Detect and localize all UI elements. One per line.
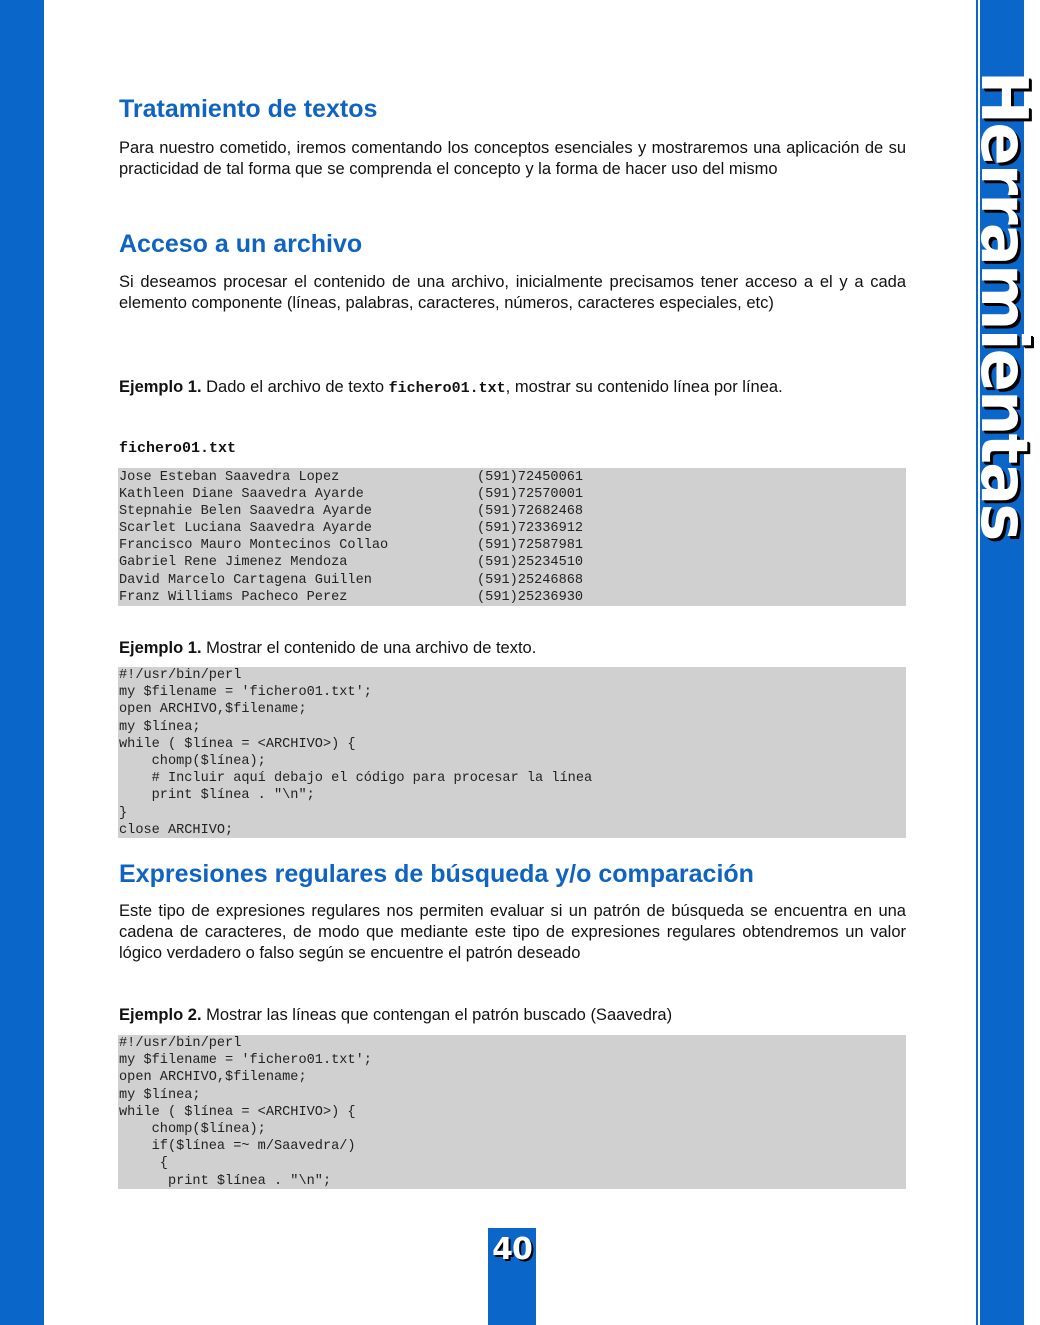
- file-row-name: Kathleen Diane Saavedra Ayarde: [119, 487, 364, 503]
- code-line: chomp($línea);: [119, 753, 266, 769]
- code-line: chomp($línea);: [119, 1121, 266, 1137]
- example-2-text: Mostrar las líneas que contengan el patrón buscado (Saavedra): [201, 1006, 673, 1024]
- example-1a-text-before: Dado el archivo de texto: [201, 378, 389, 396]
- example-1b-text: Mostrar el contenido de una archivo de texto.: [201, 639, 537, 657]
- code-block-2: [118, 1035, 906, 1189]
- code-line: print $línea . "\n";: [119, 788, 315, 804]
- file-row-phone: (591)25234510: [477, 555, 584, 571]
- code-line: close ARCHIVO;: [119, 822, 234, 838]
- file-row-phone: (591)72587981: [477, 538, 584, 554]
- file-row-phone: (591)72570001: [477, 487, 584, 503]
- code-block-1: [118, 667, 906, 838]
- example-1a-text-after: , mostrar su contenido línea por línea.: [505, 378, 783, 396]
- example-1a-filename: fichero01.txt: [388, 380, 506, 397]
- paragraph-acceso: Si deseamos procesar el contenido de una archivo, inicialmente precisamos tener acceso a el y a cada elemento componente (líneas, palabras, caracteres, números, caracteres especiales, etc): [119, 273, 906, 312]
- file-row-name: Jose Esteban Saavedra Lopez: [119, 470, 340, 485]
- code-line: my $filename = 'fichero01.txt';: [119, 685, 372, 701]
- heading-acceso: Acceso a un archivo: [119, 230, 363, 258]
- file-row: [118, 469, 906, 486]
- example-2-label: Ejemplo 2.: [119, 1006, 202, 1024]
- example-1a-label: Ejemplo 1.: [119, 378, 202, 396]
- page-number: 40: [492, 1232, 532, 1267]
- file-row-name: Francisco Mauro Montecinos Collao: [119, 538, 389, 554]
- example-1a: [119, 377, 906, 399]
- file-row-name: Scarlet Luciana Saavedra Ayarde: [119, 521, 372, 537]
- code-line: open ARCHIVO,$filename;: [119, 702, 307, 718]
- example-2: [119, 1005, 906, 1026]
- left-border-bar: [0, 0, 44, 1325]
- heading-expresiones: Expresiones regulares de búsqueda y/o comparación: [119, 860, 754, 888]
- file-row-phone: (591)25236930: [477, 589, 584, 605]
- example-1b: [119, 638, 906, 659]
- file-row-name: Gabriel Rene Jimenez Mendoza: [119, 555, 348, 571]
- file-contents-box: [118, 468, 906, 606]
- example-1b-label: Ejemplo 1.: [119, 639, 202, 657]
- file-row-phone: (591)72336912: [477, 521, 584, 537]
- file-row-phone: (591)72450061: [477, 470, 584, 485]
- file-row-name: Franz Williams Pacheco Perez: [119, 589, 348, 605]
- file-label: fichero01.txt: [119, 440, 237, 457]
- code-line: my $filename = 'fichero01.txt';: [119, 1053, 372, 1069]
- file-row-phone: (591)25246868: [477, 572, 584, 588]
- heading-tratamiento: Tratamiento de textos: [119, 95, 378, 123]
- code-line: # Incluir aquí debajo el código para procesar la línea: [119, 771, 593, 787]
- code-line: }: [119, 805, 128, 821]
- code-line: #!/usr/bin/perl: [119, 668, 242, 683]
- file-row: [118, 537, 906, 554]
- paragraph-expresiones: Este tipo de expresiones regulares nos permiten evaluar si un patrón de búsqueda se encuentra en una cadena de caracteres, de modo que mediante este tipo de expresiones regulares obtendremos un valor lógico verdadero o falso según se encuentre el patrón deseado: [119, 902, 906, 962]
- file-row: [118, 554, 906, 571]
- file-row: [118, 572, 906, 589]
- file-row-phone: (591)72682468: [477, 504, 584, 520]
- code-line: {: [119, 1156, 168, 1172]
- file-row-name: David Marcelo Cartagena Guillen: [119, 572, 372, 588]
- code-line: print $línea . "\n";: [119, 1173, 332, 1189]
- file-row-name: Stepnahie Belen Saavedra Ayarde: [119, 504, 372, 520]
- file-row: [118, 486, 906, 503]
- file-row: [118, 589, 906, 606]
- code-line: my $línea;: [119, 1087, 201, 1103]
- code-line: if($línea =~ m/Saavedra/): [119, 1139, 356, 1155]
- code-line: while ( $línea = <ARCHIVO>) {: [119, 1104, 356, 1120]
- file-row: [118, 520, 906, 537]
- side-section-title: Herramientas: [966, 70, 1040, 540]
- paragraph-tratamiento: Para nuestro cometido, iremos comentando los conceptos esenciales y mostraremos una aplicación de su practicidad de tal forma que se comprenda el concepto y la forma de hacer uso del mismo: [119, 139, 906, 178]
- code-line: open ARCHIVO,$filename;: [119, 1070, 307, 1086]
- code-line: #!/usr/bin/perl: [119, 1036, 242, 1051]
- file-row: [118, 503, 906, 520]
- code-line: while ( $línea = <ARCHIVO>) {: [119, 736, 356, 752]
- code-line: my $línea;: [119, 719, 201, 735]
